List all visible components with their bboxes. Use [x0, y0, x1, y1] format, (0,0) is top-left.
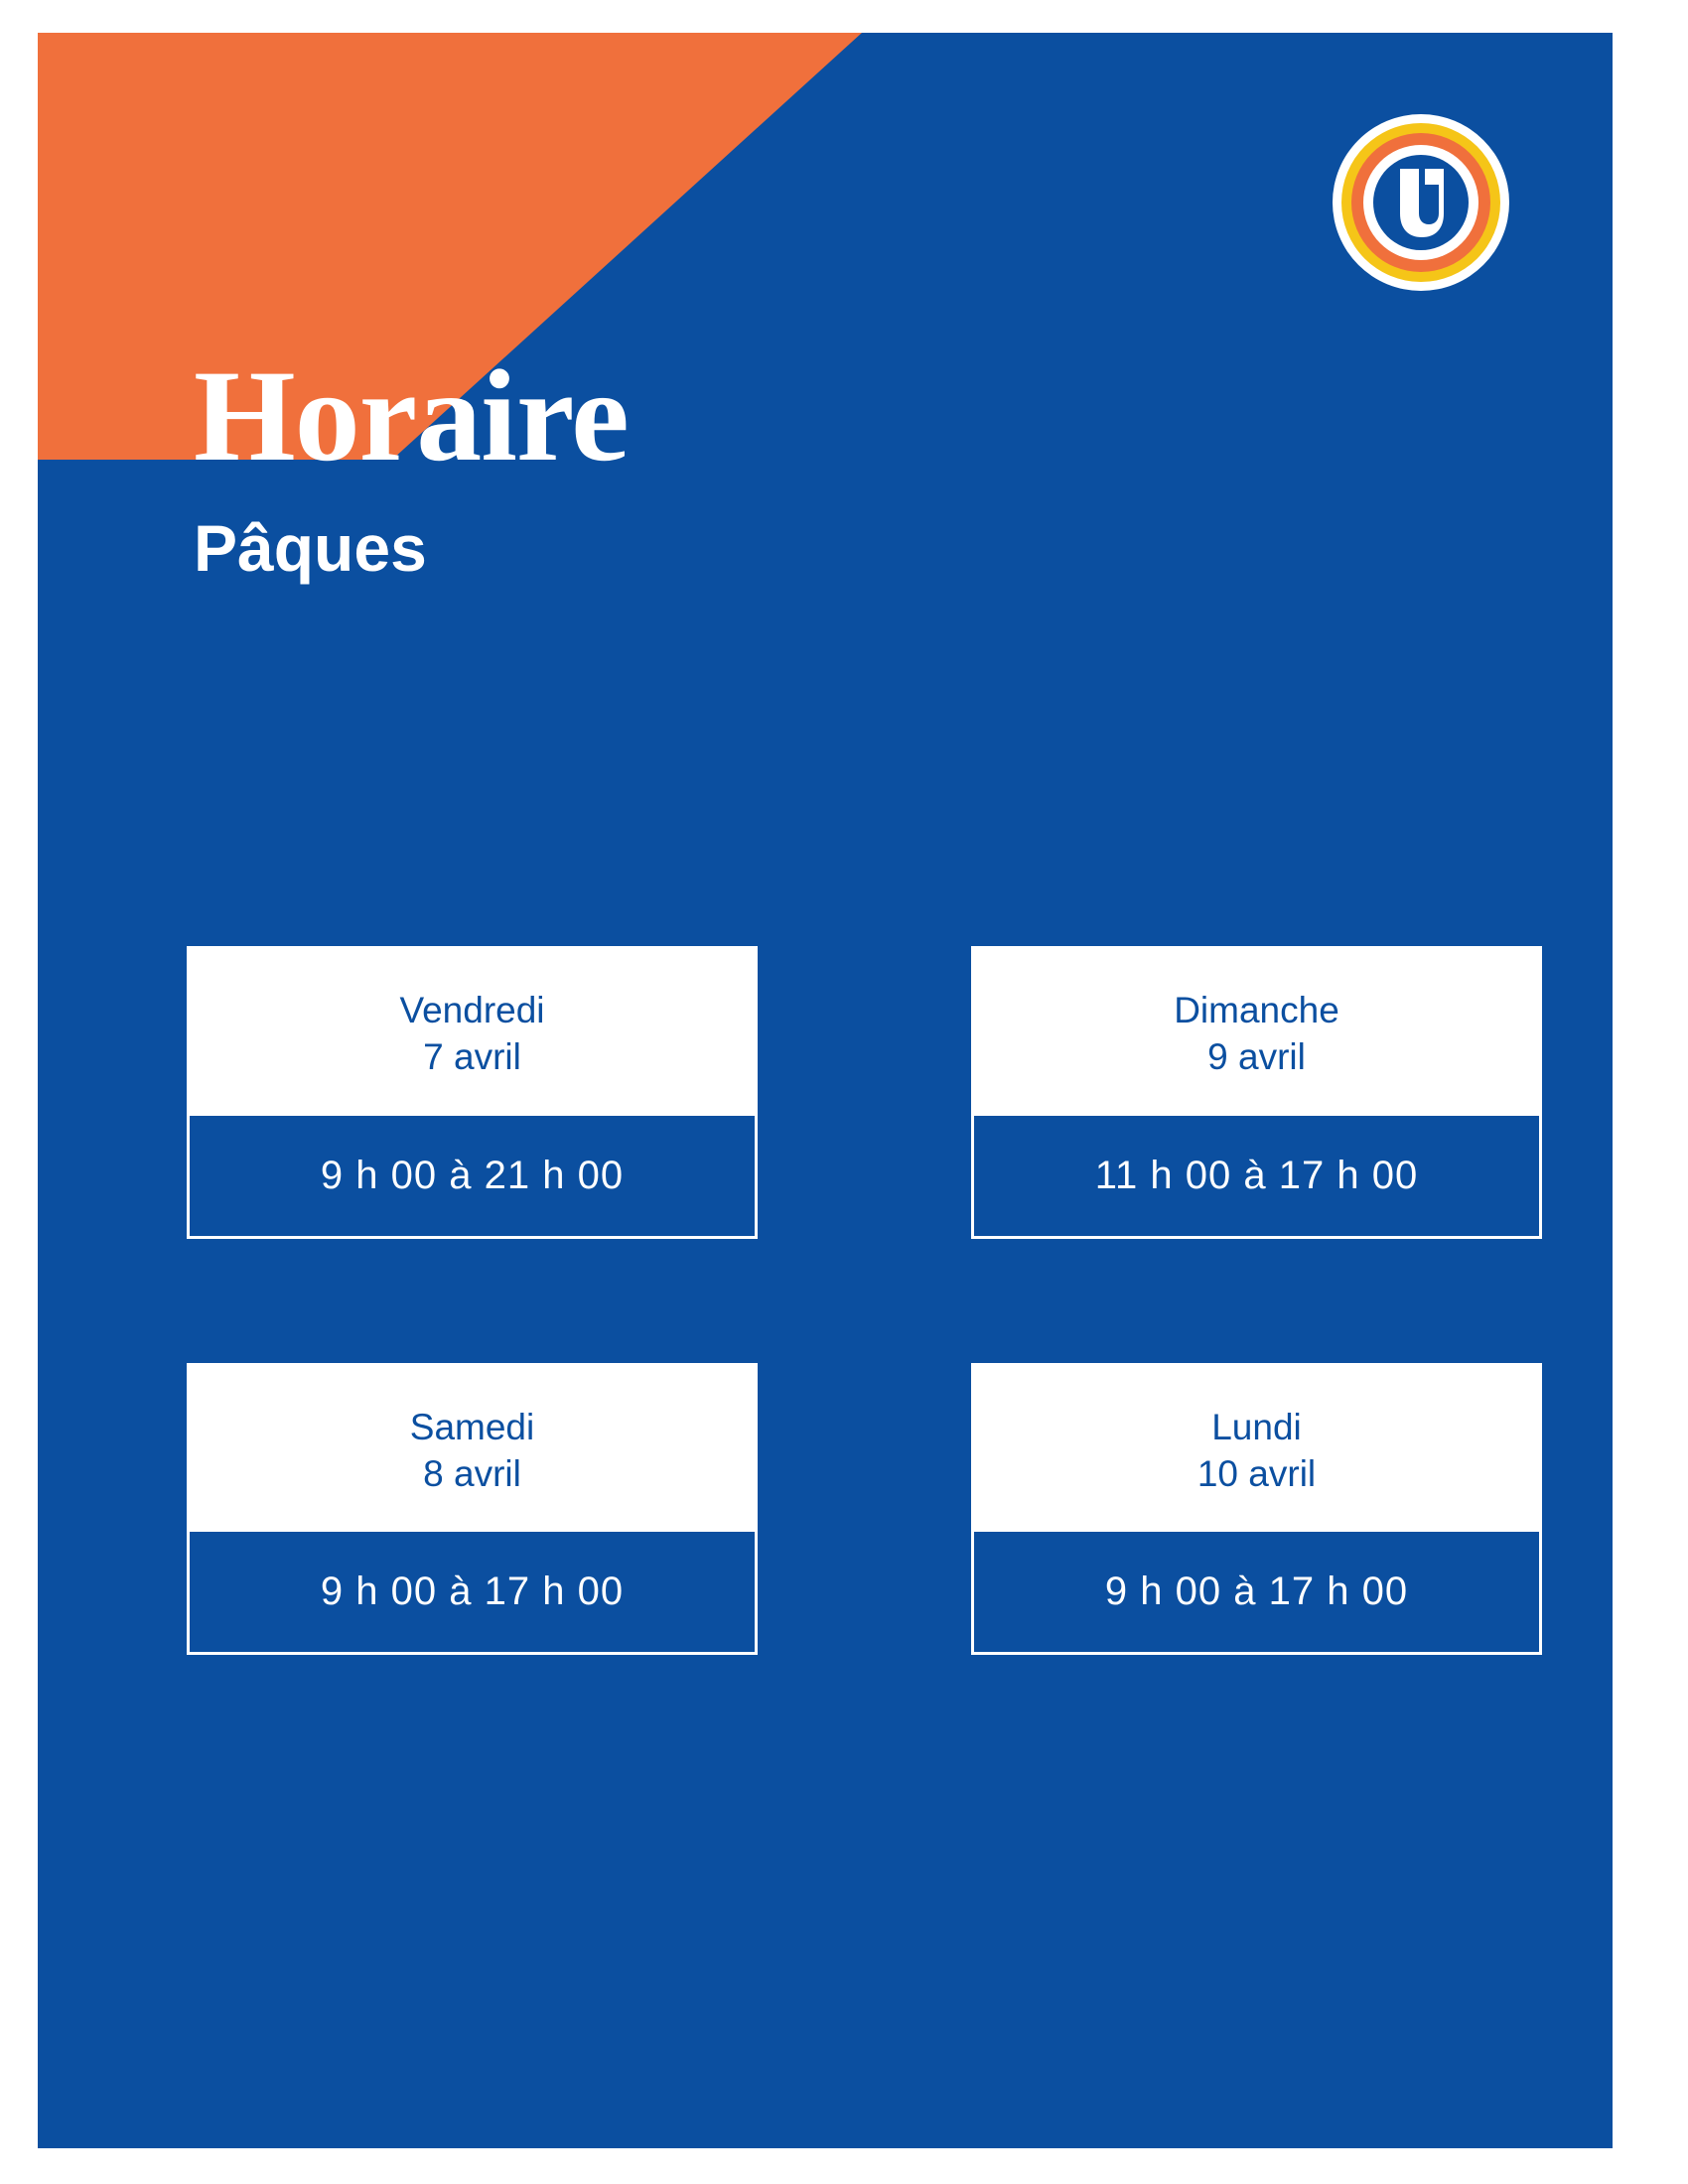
schedule-card	[187, 1363, 758, 1656]
schedule-card-header	[190, 949, 755, 1113]
schedule-card-header	[190, 1366, 755, 1530]
schedule-card-header	[974, 949, 1539, 1113]
poster	[38, 33, 1613, 2148]
schedule-card-day: Lundi	[1211, 1406, 1302, 1447]
schedule-card-day: Samedi	[409, 1406, 535, 1447]
schedule-card	[187, 946, 758, 1239]
schedule-card-day: Dimanche	[1174, 990, 1339, 1030]
schedule-card-hours: 9 h 00 à 17 h 00	[190, 1529, 755, 1652]
schedule-card-date: 7 avril	[423, 1036, 521, 1078]
schedule-card-hours: 9 h 00 à 17 h 00	[974, 1529, 1539, 1652]
schedule-card-date: 9 avril	[1207, 1036, 1306, 1078]
schedule-card-header	[974, 1366, 1539, 1530]
schedule-card-date: 10 avril	[1196, 1453, 1317, 1495]
schedule-card-hours: 11 h 00 à 17 h 00	[974, 1113, 1539, 1236]
schedule-card-date: 8 avril	[423, 1453, 521, 1495]
schedule-card	[971, 946, 1542, 1239]
page-title: Horaire	[194, 342, 629, 488]
schedule-card	[971, 1363, 1542, 1656]
u-logo	[1331, 112, 1511, 293]
schedule-card-day: Vendredi	[399, 990, 545, 1030]
page-subtitle: Pâques	[194, 511, 427, 585]
title-block	[194, 342, 629, 585]
schedule-cards	[187, 946, 1468, 1655]
schedule-card-hours: 9 h 00 à 21 h 00	[190, 1113, 755, 1236]
